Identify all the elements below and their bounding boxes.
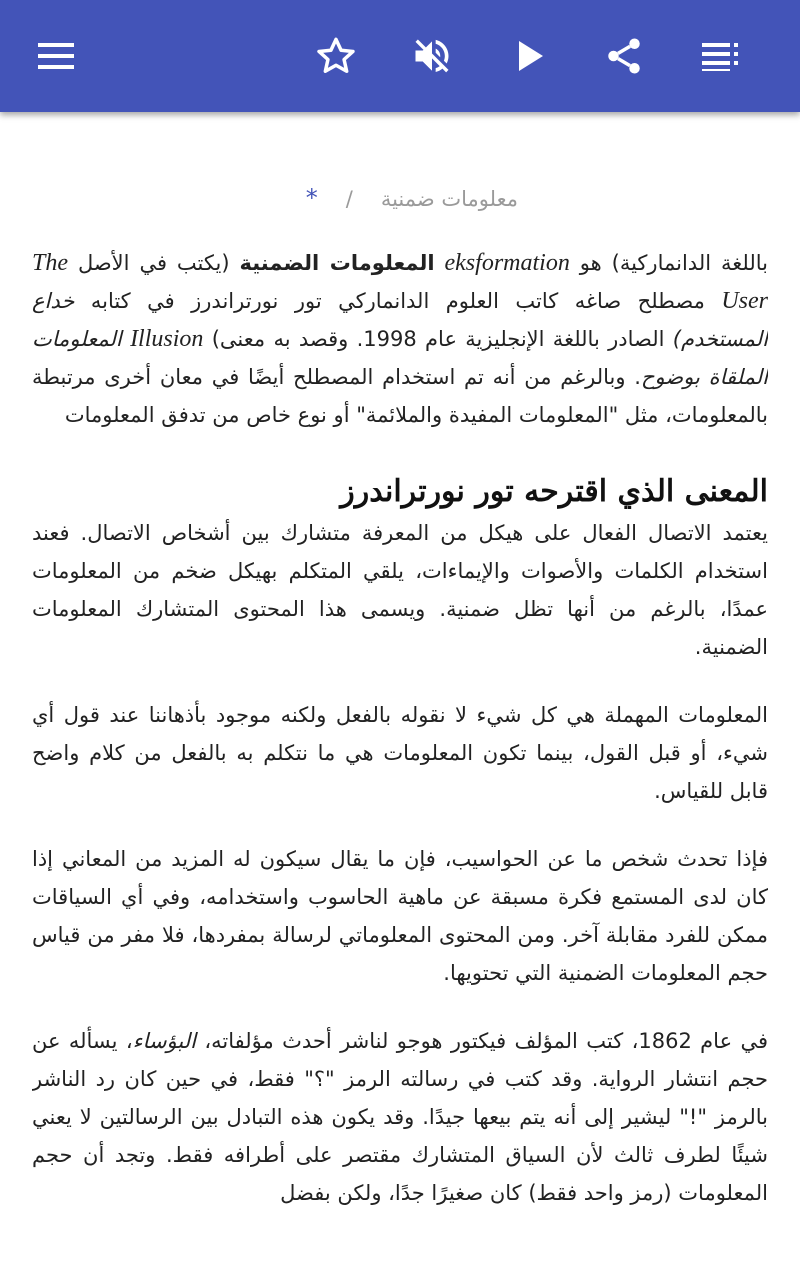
intro-italic-book: خداع المستخدم) <box>32 289 768 351</box>
article-content <box>32 112 768 1280</box>
paragraph-2: المعلومات المهملة هي كل شيء لا نقوله بالفعل ولكنه موجود بأذهاننا عند قول أي شيء، أو قبل القول، بينما تكون المعلومات هي ما نتكلم به بالفعل من كلام واضح قابل للقياس. <box>32 703 768 803</box>
intro-latin-book-1: The User <box>32 250 768 314</box>
breadcrumb <box>32 184 768 218</box>
section-heading: المعنى الذي اقترحه تور نورتراندرز <box>340 474 768 509</box>
mute-button[interactable] <box>404 28 460 84</box>
paragraph-4 <box>32 1022 768 1212</box>
intro-paragraph <box>32 244 768 434</box>
intro-text-2 <box>435 251 445 275</box>
intro-text-6: الصادر باللغة الإنجليزية عام 1998. وقصد به معنى) <box>203 327 673 351</box>
intro-bold-term: المعلومات الضمنية <box>239 251 435 275</box>
mute-icon <box>410 34 454 78</box>
intro-text-3: (يكتب في الأصل <box>68 251 240 275</box>
intro-latin-term: eksformation <box>444 250 570 276</box>
toc-icon <box>700 41 740 71</box>
table-of-contents-button[interactable] <box>692 28 748 84</box>
paragraph-1: يعتمد الاتصال الفعال على هيكل من المعرفة متشارك بين أشخاص الاتصال. فعند استخدام الكلمات والأصوات والإيماءات، يلقي المتكلم بهيكل ضخم من المعلومات عمدًا، بالرغم من أنها تظل ضمنية. ويسمى هذا المحتوى المتشارك المعلومات الضمنية. <box>32 521 768 659</box>
paragraph-3: فإذا تحدث شخص ما عن الحواسيب، فإن ما يقال سيكون له المزيد من المعاني إذا كان لدى المستمع فكرة مسبقة عن ماهية الحاسوب واستخدامه، وفي أي السياقات ممكن للفرد مقابلة آخر. ومن المحتوى المعلوماتي لرسالة بمفردها، فلا مفر من قياس حجم المعلومات الضمنية التي تحتويها. <box>32 847 768 985</box>
paragraph-4-text-2: ، يسأله عن حجم انتشار الرواية. وقد كتب في رسالته الرمز "؟" فقط، في حين كان رد الناشر بالرمز "!" ليشير إلى أنه يتم بيعها جيدًا. وقد يكون هذه التبادل بين الرسالتين لا يعني شيئًا لطرف ثالث لأن السياق المتشارك مقتصر على أطرافه فقط. وتجد أن حجم المعلومات (رمز واحد فقط) كان صغيرًا جدًا، ولكن بفضل <box>32 1029 768 1205</box>
intro-text-5 <box>705 289 721 313</box>
intro-text-1: باللغة الدانماركية) هو <box>569 251 768 275</box>
share-button[interactable] <box>596 28 652 84</box>
menu-icon <box>36 41 76 71</box>
bookmark-button[interactable] <box>308 28 364 84</box>
intro-text-7 <box>122 327 130 351</box>
intro-latin-book-2: Illusion <box>130 326 204 352</box>
paragraph-4-text-1: في عام 1862، كتب المؤلف فيكتور هوجو لناشر أحدث مؤلفاته، <box>195 1029 768 1053</box>
intro-text-4: مصطلح صاغه كاتب العلوم الدانماركي تور نورتراندرز في كتابه <box>74 289 705 313</box>
breadcrumb-separator: / <box>345 187 353 211</box>
breadcrumb-current: معلومات ضمنية <box>380 187 518 211</box>
intro-italic-meaning: المعلومات الملقاة بوضوح <box>32 327 768 389</box>
play-icon <box>515 39 545 73</box>
app-toolbar <box>0 0 800 112</box>
paragraph-4-italic-title: البؤساء <box>132 1029 196 1053</box>
breadcrumb-home-link[interactable]: * <box>305 184 318 212</box>
intro-text-8: . وبالرغم من أنه تم استخدام المصطلح أيضًا في معان أخرى مرتبطة بالمعلومات، مثل "المعلومات المفيدة والملائمة" أو نوع خاص من تدفق المعلومات <box>32 365 768 427</box>
share-icon <box>603 34 645 78</box>
play-button[interactable] <box>502 28 558 84</box>
star-icon <box>315 35 357 77</box>
menu-button[interactable] <box>28 28 84 84</box>
